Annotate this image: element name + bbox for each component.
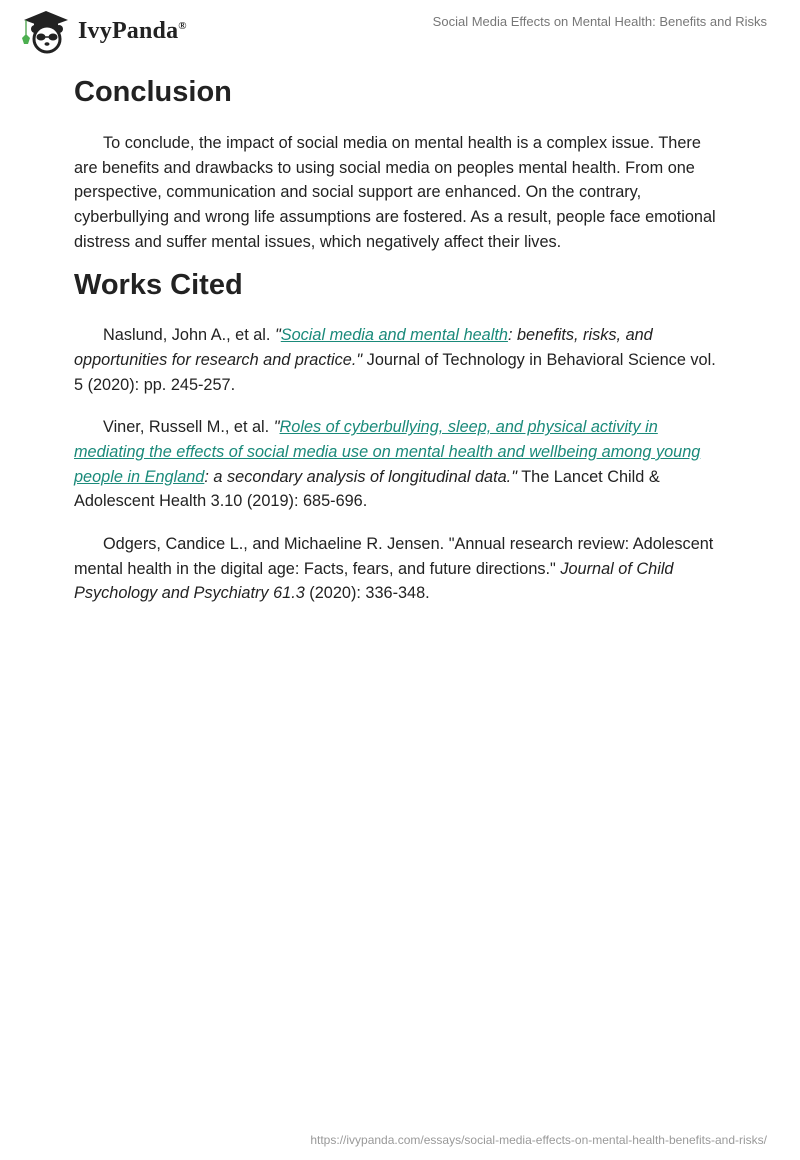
document-title: Social Media Effects on Mental Health: Benefits and Risks [432,14,767,29]
page-url: https://ivypanda.com/essays/social-media-effects-on-mental-health-benefits-and-risks/ [310,1133,767,1147]
panda-graduate-icon [16,8,76,54]
page-header [0,0,800,60]
works-cited-heading: Works Cited [74,269,243,302]
conclusion-paragraph: To conclude, the impact of social media on mental health is a complex issue. There are benefits and drawbacks to using social media on peoples mental health. From one perspective, communication and social support are enhanced. On the contrary, cyberbullying and wrong life assumptions are fostered. As a result, people face emotional distress and suffer mental issues, which negatively affect their lives. [74,133,716,251]
essay-content [74,70,726,606]
citation-viner: Viner, Russell M., et al. "Roles of cyberbullying, sleep, and physical activity in mediating the effects of social media use on mental health and wellbeing among young people in England: a secondary analysis of longitudinal data." The Lancet Child & Adolescent Health 3.10 (2019): 685-696. [74,418,701,511]
citation-link-naslund[interactable]: Social media and mental health [280,326,508,345]
citation-link-viner[interactable]: Roles of cyberbullying, sleep, and physical activity in mediating the effects of social media use on mental health and wellbeing among young people in England [74,418,701,486]
conclusion-heading: Conclusion [74,76,232,108]
ivypanda-logo[interactable] [16,8,187,54]
citation-odgers: Odgers, Candice L., and Michaeline R. Jensen. "Annual research review: Adolescent mental health in the digital age: Facts, fears, and future directions." Journal of Child Psychology and Psychiatry 61.3 (2020): 336-348. [74,535,714,603]
citation-naslund: Naslund, John A., et al. "Social media and mental health: benefits, risks, and opportunities for research and practice." Journal of Technology in Behavioral Science vol. 5 (2020): pp. 245-257. [74,326,716,394]
logo-wordmark: IvyPanda® [78,17,187,44]
